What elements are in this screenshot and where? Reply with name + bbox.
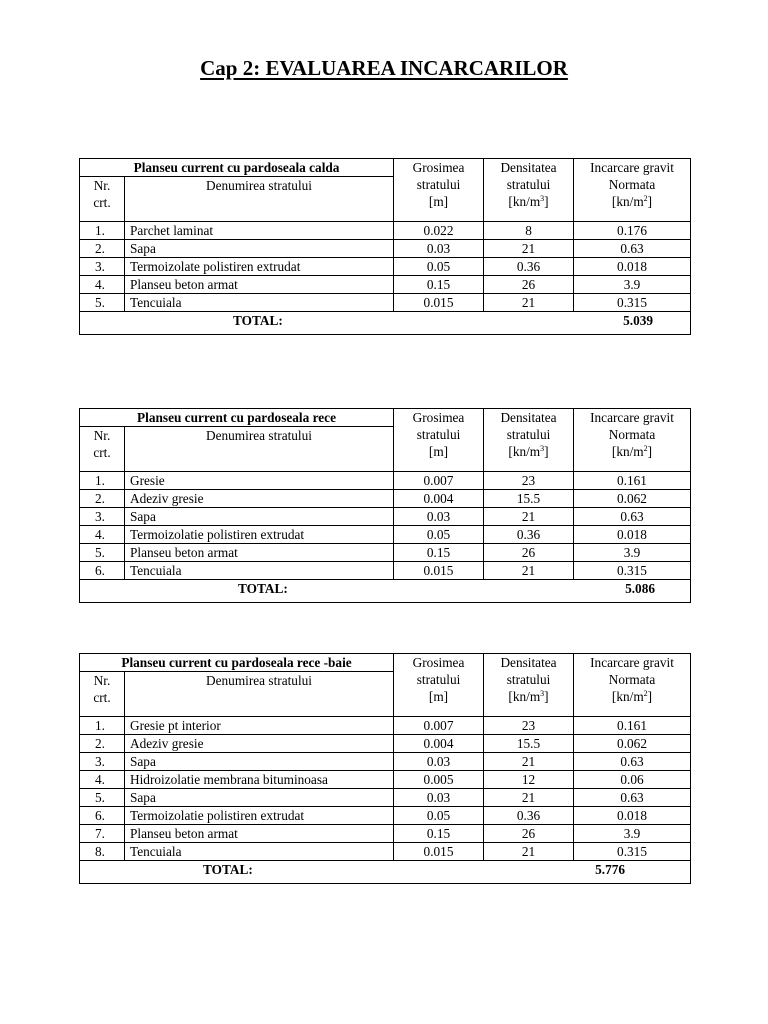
row-number: 6. <box>80 562 125 580</box>
unit-base: [kn/m <box>611 689 644 704</box>
layer-load: 0.63 <box>574 240 691 258</box>
thickness-header-unit <box>397 688 480 705</box>
table-row <box>80 258 691 276</box>
layer-load: 0.161 <box>574 472 691 490</box>
row-number: 3. <box>80 753 125 771</box>
total-row <box>80 861 691 884</box>
density-header-line: Densitatea <box>500 160 557 175</box>
row-number: 1. <box>80 222 125 240</box>
layer-density: 23 <box>484 472 574 490</box>
page-title <box>0 56 768 81</box>
layer-name: Sapa <box>125 508 394 526</box>
table-caption: Planseu current cu pardoseala rece <box>80 409 394 427</box>
density-header-line: stratului <box>506 427 551 442</box>
nr-header-line: crt. <box>93 690 111 705</box>
layer-name: Adeziv gresie <box>125 490 394 508</box>
load-header <box>574 159 691 222</box>
name-header: Denumirea stratului <box>125 177 394 222</box>
row-number: 4. <box>80 276 125 294</box>
row-number: 2. <box>80 735 125 753</box>
table-row <box>80 807 691 825</box>
load-header-line: Normata <box>608 427 656 442</box>
layer-density: 15.5 <box>484 735 574 753</box>
layer-name: Sapa <box>125 240 394 258</box>
thickness-header-line: stratului <box>416 672 461 687</box>
layer-thickness: 0.15 <box>394 825 484 843</box>
layer-density: 21 <box>484 508 574 526</box>
load-header <box>574 409 691 472</box>
unit-base: [kn/m <box>508 194 541 209</box>
table-header-row <box>80 654 691 672</box>
total-cell <box>80 861 691 884</box>
table-header-row <box>80 159 691 177</box>
layer-name: Planseu beton armat <box>125 276 394 294</box>
thickness-header-line: Grosimea <box>412 160 465 175</box>
row-number: 5. <box>80 294 125 312</box>
table-row <box>80 240 691 258</box>
thickness-header-unit <box>397 193 480 210</box>
layer-thickness: 0.03 <box>394 240 484 258</box>
nr-header-line: Nr. <box>93 673 111 688</box>
layer-load: 0.018 <box>574 807 691 825</box>
layer-load: 3.9 <box>574 825 691 843</box>
nr-header <box>80 427 125 472</box>
load-header-line: Normata <box>608 672 656 687</box>
total-label: TOTAL: <box>238 581 288 596</box>
table-caption: Planseu current cu pardoseala calda <box>80 159 394 177</box>
layer-name: Parchet laminat <box>125 222 394 240</box>
layer-name: Tencuiala <box>125 294 394 312</box>
layer-thickness: 0.05 <box>394 258 484 276</box>
row-number: 2. <box>80 240 125 258</box>
unit-close: ] <box>544 444 549 459</box>
table-row <box>80 843 691 861</box>
density-header <box>484 159 574 222</box>
layer-load: 0.315 <box>574 562 691 580</box>
layer-load: 0.63 <box>574 753 691 771</box>
nr-header-line: crt. <box>93 195 111 210</box>
unit-exponent: 3 <box>540 689 545 698</box>
load-table-1 <box>79 158 691 335</box>
layer-thickness: 0.005 <box>394 771 484 789</box>
layer-load: 0.06 <box>574 771 691 789</box>
layer-name: Adeziv gresie <box>125 735 394 753</box>
layer-density: 21 <box>484 789 574 807</box>
total-row <box>80 312 691 335</box>
layer-thickness: 0.03 <box>394 753 484 771</box>
unit-exponent: 2 <box>643 444 648 453</box>
layer-density: 26 <box>484 276 574 294</box>
layer-density: 0.36 <box>484 526 574 544</box>
table-row <box>80 753 691 771</box>
table-row <box>80 771 691 789</box>
table-row <box>80 222 691 240</box>
layer-load: 3.9 <box>574 544 691 562</box>
layer-density: 21 <box>484 843 574 861</box>
thickness-header <box>394 159 484 222</box>
layer-thickness: 0.15 <box>394 276 484 294</box>
total-label: TOTAL: <box>233 313 283 328</box>
layer-load: 0.63 <box>574 508 691 526</box>
table-row <box>80 294 691 312</box>
unit-base: [m] <box>428 194 449 209</box>
unit-exponent: 3 <box>540 444 545 453</box>
layer-name: Tencuiala <box>125 562 394 580</box>
layer-thickness: 0.004 <box>394 735 484 753</box>
table-caption: Planseu current cu pardoseala rece -baie <box>80 654 394 672</box>
table-row <box>80 276 691 294</box>
table-header-row <box>80 409 691 427</box>
unit-base: [kn/m <box>508 444 541 459</box>
table-row <box>80 508 691 526</box>
name-header: Denumirea stratului <box>125 427 394 472</box>
table-row <box>80 825 691 843</box>
layer-density: 26 <box>484 544 574 562</box>
row-number: 3. <box>80 258 125 276</box>
table-row <box>80 735 691 753</box>
density-header-line: Densitatea <box>500 410 557 425</box>
table-row <box>80 717 691 735</box>
nr-header-line: Nr. <box>93 178 111 193</box>
layer-density: 21 <box>484 294 574 312</box>
row-number: 4. <box>80 771 125 789</box>
layer-load: 3.9 <box>574 276 691 294</box>
layer-load: 0.63 <box>574 789 691 807</box>
layer-load: 0.062 <box>574 490 691 508</box>
layer-thickness: 0.007 <box>394 717 484 735</box>
nr-header <box>80 672 125 717</box>
layer-name: Hidroizolatie membrana bituminoasa <box>125 771 394 789</box>
unit-close: ] <box>647 689 653 704</box>
table-row <box>80 472 691 490</box>
row-number: 5. <box>80 789 125 807</box>
layer-thickness: 0.007 <box>394 472 484 490</box>
layer-load: 0.315 <box>574 294 691 312</box>
thickness-header-unit <box>397 443 480 460</box>
table-row <box>80 490 691 508</box>
layer-name: Gresie <box>125 472 394 490</box>
layer-density: 12 <box>484 771 574 789</box>
layer-thickness: 0.004 <box>394 490 484 508</box>
layer-density: 21 <box>484 240 574 258</box>
layer-thickness: 0.03 <box>394 789 484 807</box>
layer-thickness: 0.015 <box>394 562 484 580</box>
row-number: 2. <box>80 490 125 508</box>
layer-thickness: 0.015 <box>394 294 484 312</box>
nr-header <box>80 177 125 222</box>
unit-exponent: 2 <box>643 194 648 203</box>
load-header-line: Normata <box>608 177 656 192</box>
layer-name: Termoizolatie polistiren extrudat <box>125 807 394 825</box>
density-header-line: Densitatea <box>500 655 557 670</box>
load-header-line: Incarcare gravit <box>590 655 674 670</box>
unit-exponent: 3 <box>540 194 545 203</box>
density-header-line: stratului <box>506 177 551 192</box>
total-value: 5.086 <box>625 581 655 596</box>
layer-load: 0.062 <box>574 735 691 753</box>
thickness-header-line: stratului <box>416 427 461 442</box>
layer-density: 0.36 <box>484 258 574 276</box>
unit-base: [m] <box>428 444 449 459</box>
unit-base: [kn/m <box>611 444 644 459</box>
layer-density: 15.5 <box>484 490 574 508</box>
load-header-unit <box>577 443 687 460</box>
load-header-unit <box>577 688 687 705</box>
density-header <box>484 654 574 717</box>
layer-load: 0.176 <box>574 222 691 240</box>
load-table-2 <box>79 408 691 603</box>
layer-name: Planseu beton armat <box>125 825 394 843</box>
density-header-line: stratului <box>506 672 551 687</box>
total-row <box>80 580 691 603</box>
layer-thickness: 0.05 <box>394 526 484 544</box>
layer-name: Gresie pt interior <box>125 717 394 735</box>
nr-header-line: crt. <box>93 445 111 460</box>
layer-name: Sapa <box>125 789 394 807</box>
thickness-header <box>394 654 484 717</box>
total-cell <box>80 580 691 603</box>
thickness-header-line: stratului <box>416 177 461 192</box>
density-header-unit <box>487 688 570 705</box>
layer-thickness: 0.15 <box>394 544 484 562</box>
layer-thickness: 0.03 <box>394 508 484 526</box>
unit-exponent: 2 <box>643 689 648 698</box>
unit-close: ] <box>544 689 549 704</box>
total-cell <box>80 312 691 335</box>
layer-density: 0.36 <box>484 807 574 825</box>
thickness-header-line: Grosimea <box>412 655 465 670</box>
layer-name: Termoizolatie polistiren extrudat <box>125 526 394 544</box>
layer-load: 0.161 <box>574 717 691 735</box>
row-number: 4. <box>80 526 125 544</box>
layer-density: 8 <box>484 222 574 240</box>
load-header <box>574 654 691 717</box>
thickness-header-line: Grosimea <box>412 410 465 425</box>
layer-density: 21 <box>484 562 574 580</box>
total-value: 5.776 <box>595 862 626 877</box>
density-header-unit <box>487 443 570 460</box>
table-row <box>80 562 691 580</box>
layer-load: 0.018 <box>574 258 691 276</box>
row-number: 7. <box>80 825 125 843</box>
total-label: TOTAL: <box>203 862 253 877</box>
load-header-line: Incarcare gravit <box>590 160 674 175</box>
layer-load: 0.018 <box>574 526 691 544</box>
layer-density: 21 <box>484 753 574 771</box>
unit-base: [m] <box>428 689 449 704</box>
page-title-text: Cap 2: EVALUAREA INCARCARILOR <box>200 56 568 80</box>
row-number: 3. <box>80 508 125 526</box>
thickness-header <box>394 409 484 472</box>
name-header: Denumirea stratului <box>125 672 394 717</box>
layer-load: 0.315 <box>574 843 691 861</box>
layer-density: 26 <box>484 825 574 843</box>
load-table-3 <box>79 653 691 884</box>
unit-close: ] <box>544 194 549 209</box>
layer-thickness: 0.015 <box>394 843 484 861</box>
load-header-line: Incarcare gravit <box>590 410 674 425</box>
unit-close: ] <box>647 194 653 209</box>
table-row <box>80 544 691 562</box>
row-number: 5. <box>80 544 125 562</box>
layer-thickness: 0.022 <box>394 222 484 240</box>
table-row <box>80 526 691 544</box>
table-row <box>80 789 691 807</box>
layer-name: Termoizolate polistiren extrudat <box>125 258 394 276</box>
layer-name: Tencuiala <box>125 843 394 861</box>
density-header <box>484 409 574 472</box>
load-header-unit <box>577 193 687 210</box>
layer-name: Planseu beton armat <box>125 544 394 562</box>
nr-header-line: Nr. <box>93 428 111 443</box>
layer-density: 23 <box>484 717 574 735</box>
unit-base: [kn/m <box>611 194 644 209</box>
unit-close: ] <box>647 444 653 459</box>
density-header-unit <box>487 193 570 210</box>
row-number: 6. <box>80 807 125 825</box>
row-number: 8. <box>80 843 125 861</box>
row-number: 1. <box>80 717 125 735</box>
total-value: 5.039 <box>623 313 654 328</box>
layer-name: Sapa <box>125 753 394 771</box>
layer-thickness: 0.05 <box>394 807 484 825</box>
row-number: 1. <box>80 472 125 490</box>
unit-base: [kn/m <box>508 689 541 704</box>
